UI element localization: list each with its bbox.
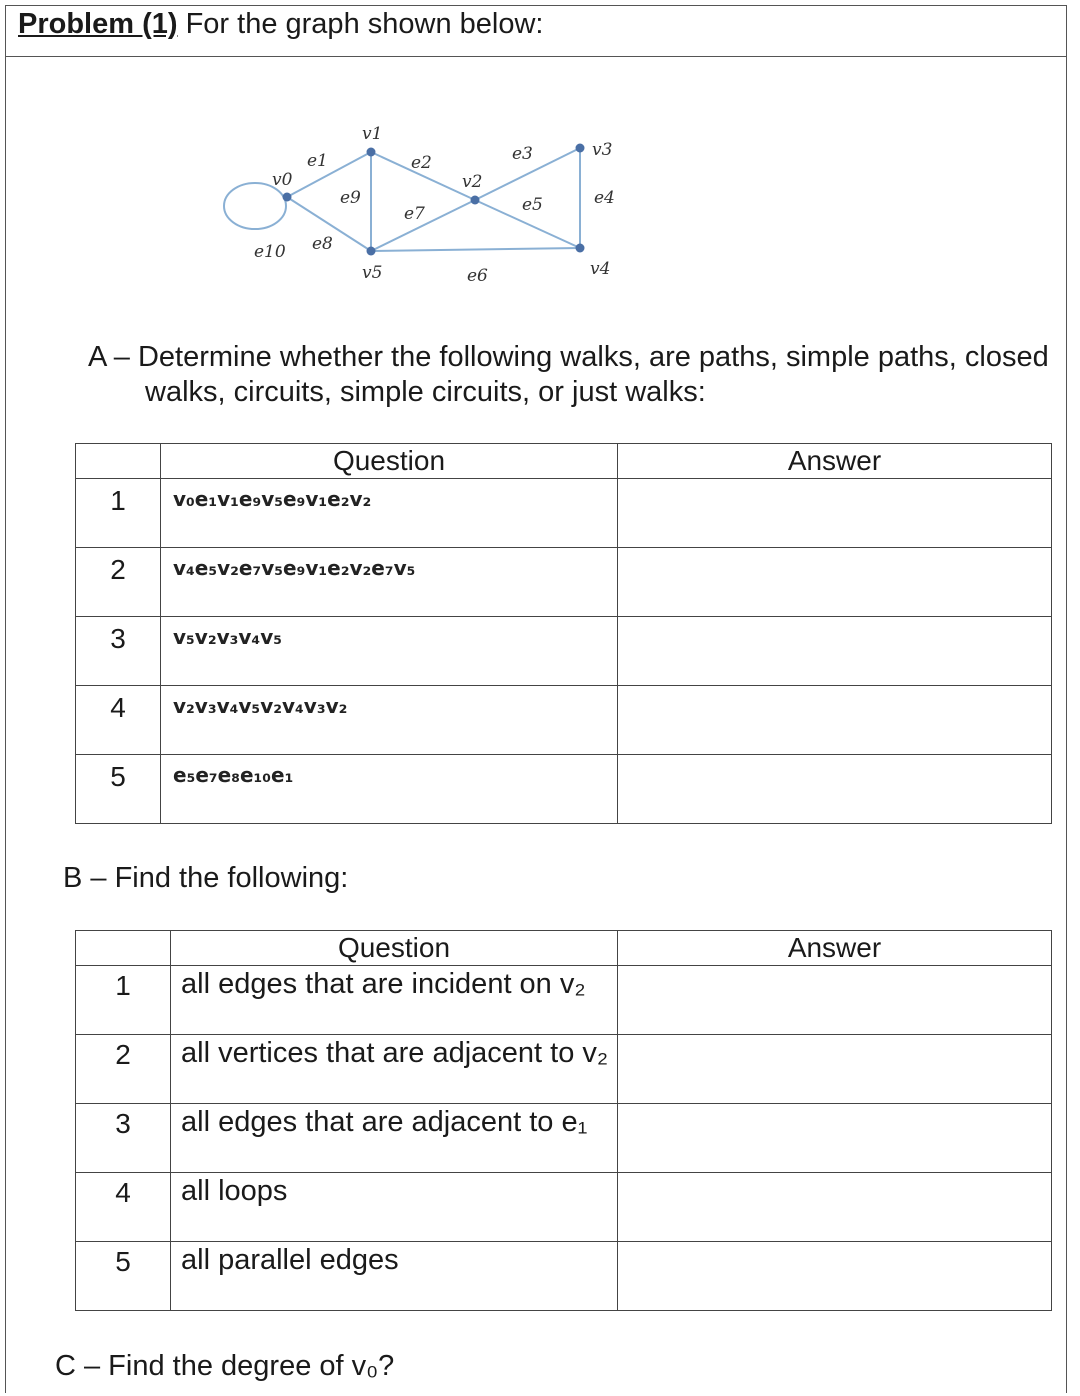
answer-cell[interactable] [618,1035,1052,1104]
label-e2: e2 [411,153,432,173]
answer-cell[interactable] [618,479,1052,548]
walk-question: v₂v₃v₄v₅v₂v₄v₃v₂ [161,686,618,755]
graph-figure [0,0,1080,330]
section-c-title: C – Find the degree of v₀? [55,1350,395,1382]
row-number: 2 [76,548,161,617]
section-a-line1: A – Determine whether the following walks, are paths, simple paths, closed [88,341,1049,373]
problem-title-text: For the graph shown below: [185,8,544,40]
row-number: 3 [76,617,161,686]
row-number: 5 [76,1242,171,1311]
edge-e6 [371,248,580,251]
label-e7: e7 [404,204,425,224]
label-e6: e6 [467,266,488,286]
walk-question: v₄e₅v₂e₇v₅e₉v₁e₂v₂e₇v₅ [161,548,618,617]
table-b-header-num [76,931,171,966]
section-a-line2: walks, circuits, simple circuits, or just walks: [145,376,706,408]
problem-label: Problem (1) [18,8,178,40]
walk-question: v₅v₂v₃v₄v₅ [161,617,618,686]
answer-cell[interactable] [618,548,1052,617]
table-a-header-question: Question [161,444,618,479]
row-number: 4 [76,1173,171,1242]
row-number: 1 [76,479,161,548]
section-b-title: B – Find the following: [63,862,349,894]
vertex-v2 [471,196,480,205]
answer-cell[interactable] [618,755,1052,824]
find-question: all vertices that are adjacent to v₂ [171,1035,618,1104]
section-a-instructions [88,340,1058,410]
label-v2: v2 [462,172,483,192]
label-v3: v3 [592,140,613,160]
answer-cell[interactable] [618,1173,1052,1242]
label-v4: v4 [590,259,611,279]
label-e8: e8 [312,234,333,254]
label-v0: v0 [272,170,293,190]
table-b-header-answer: Answer [618,931,1052,966]
find-question: all parallel edges [171,1242,618,1311]
label-e4: e4 [594,188,615,208]
answer-cell[interactable] [618,617,1052,686]
label-e10: e10 [254,242,286,262]
label-e5: e5 [522,195,543,215]
label-e9: e9 [340,188,361,208]
table-a-header-answer: Answer [618,444,1052,479]
label-e3: e3 [512,144,533,164]
vertex-v0 [283,193,292,202]
answer-cell[interactable] [618,686,1052,755]
table-a-header-num [76,444,161,479]
label-v5: v5 [362,263,383,283]
vertex-v4 [576,244,585,253]
walks-table [75,443,1052,824]
find-question: all edges that are incident on v₂ [171,966,618,1035]
answer-cell[interactable] [618,966,1052,1035]
row-number: 3 [76,1104,171,1173]
find-question: all loops [171,1173,618,1242]
find-table [75,930,1052,1311]
walk-question: v₀e₁v₁e₉v₅e₉v₁e₂v₂ [161,479,618,548]
answer-cell[interactable] [618,1242,1052,1311]
table-b-header-question: Question [171,931,618,966]
vertex-v5 [367,247,376,256]
vertex-v1 [367,148,376,157]
label-e1: e1 [307,151,328,171]
walk-question: e₅e₇e₈e₁₀e₁ [161,755,618,824]
vertex-v3 [576,144,585,153]
row-number: 2 [76,1035,171,1104]
label-v1: v1 [362,124,383,144]
row-number: 5 [76,755,161,824]
find-question: all edges that are adjacent to e₁ [171,1104,618,1173]
row-number: 1 [76,966,171,1035]
answer-cell[interactable] [618,1104,1052,1173]
row-number: 4 [76,686,161,755]
